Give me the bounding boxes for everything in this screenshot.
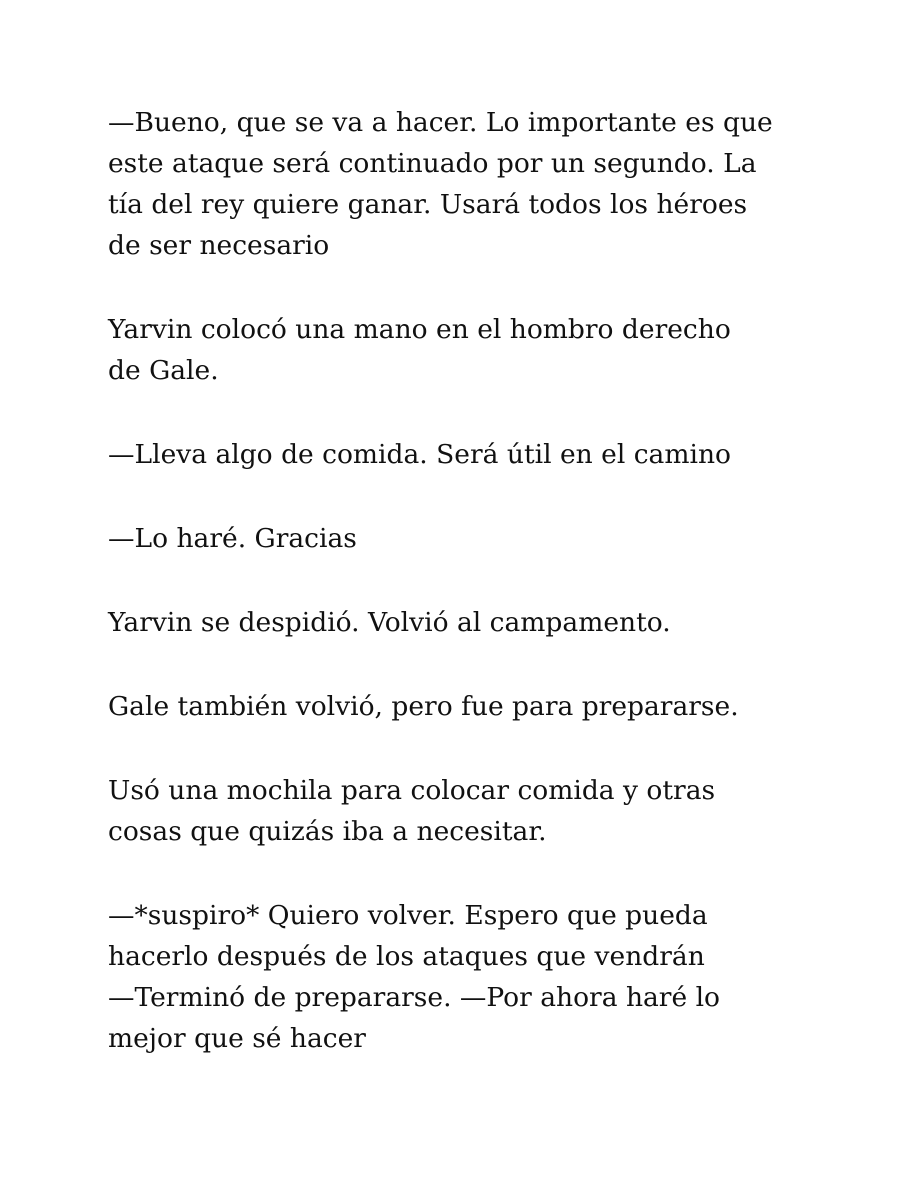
text-line: Gale también volvió, pero fue para prepararse. [108,691,739,722]
story-text-block [108,102,808,1102]
text-line: —Terminó de prepararse. —Por ahora haré lo [108,982,721,1013]
text-line: —Lo haré. Gracias [108,523,357,554]
text-line: cosas que quizás iba a necesitar. [108,816,547,847]
text-line: hacerlo después de los ataques que vendrán [108,941,705,972]
paragraph-dialogue-lleva [108,434,808,475]
text-line: —*suspiro* Quiero volver. Espero que pueda [108,900,708,931]
paragraph-dialogue-bueno [108,102,808,266]
paragraph-dialogue-suspiro [108,895,808,1059]
paragraph-mochila [108,770,808,852]
text-line: —Lleva algo de comida. Será útil en el camino [108,439,731,470]
text-line: tía del rey quiere ganar. Usará todos los héroes [108,189,748,220]
text-line: Usó una mochila para colocar comida y otras [108,775,716,806]
text-line: de Gale. [108,355,219,386]
text-line: Yarvin se despidió. Volvió al campamento. [108,607,671,638]
text-line: mejor que sé hacer [108,1023,366,1054]
text-line: este ataque será continuado por un segundo. La [108,148,757,179]
paragraph-yarvin-despidio [108,602,808,643]
text-line: —Bueno, que se va a hacer. Lo importante es que [108,107,773,138]
text-line: Yarvin colocó una mano en el hombro derecho [108,314,731,345]
paragraph-yarvin-hand [108,309,808,391]
paragraph-dialogue-lo-hare [108,518,808,559]
paragraph-gale-volvio [108,686,808,727]
text-line: de ser necesario [108,230,330,261]
